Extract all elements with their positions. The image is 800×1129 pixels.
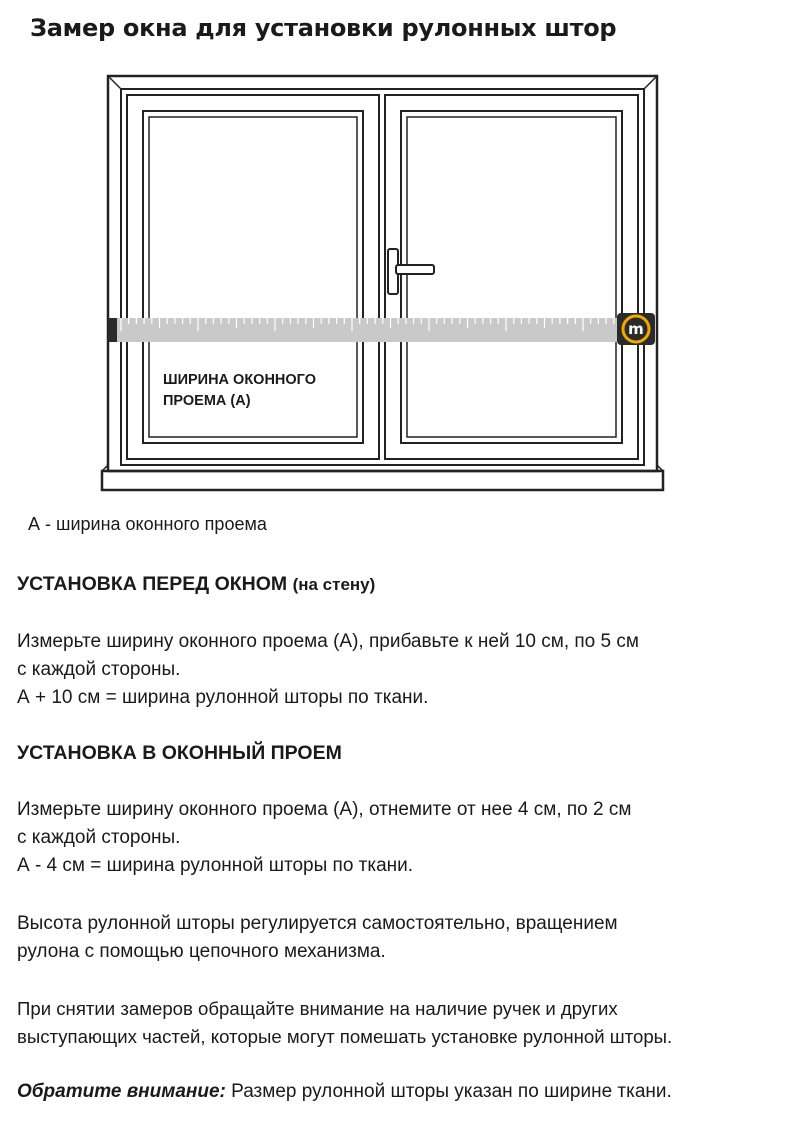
window-frame-icon (102, 76, 663, 490)
heading-text: УСТАНОВКА ПЕРЕД ОКНОМ (17, 573, 288, 595)
heading-note: (на стену) (292, 575, 376, 594)
text-line: выступающих частей, которые могут помешать установке рулонной шторы. (17, 1026, 673, 1047)
note-text: Размер рулонной шторы указан по ширине ткани. (225, 1081, 672, 1102)
diagram-label-line1: ШИРИНА ОКОННОГО (163, 372, 316, 388)
tape-logo-icon: m (628, 320, 644, 338)
height-paragraph (17, 910, 797, 966)
text-line: с каждой стороны. (17, 659, 181, 680)
figure-caption: А - ширина оконного проема (28, 514, 267, 534)
text-line: Измерьте ширину оконного проема (А), отнемите от нее 4 см, по 2 см (17, 799, 632, 820)
section2-text (17, 796, 797, 880)
measuring-tape-icon (108, 313, 655, 345)
formula-line: А - 4 см = ширина рулонной шторы по ткани. (17, 855, 414, 876)
text-line: Измерьте ширину оконного проема (А), прибавьте к ней 10 см, по 5 см (17, 631, 639, 652)
text-line: При снятии замеров обращайте внимание на наличие ручек и других (17, 998, 618, 1019)
text-line: рулона с помощью цепочного механизма. (17, 941, 386, 962)
text-line: с каждой стороны. (17, 827, 181, 848)
measure-paragraph (17, 995, 797, 1051)
page-title: Замер окна для установки рулонных штор (30, 14, 617, 42)
heading-text: УСТАНОВКА В ОКОННЫЙ ПРОЕМ (17, 742, 342, 764)
diagram-label-line2: ПРОЕМА (А) (163, 393, 251, 409)
section-heading-in-opening (17, 742, 342, 765)
note-paragraph (17, 1078, 797, 1106)
window-diagram (0, 0, 800, 510)
section-heading-wall-mount (17, 573, 375, 596)
window-handle-icon (388, 249, 434, 294)
note-label: Обратите внимание: (17, 1081, 226, 1102)
formula-line: А + 10 см = ширина рулонной шторы по ткани. (17, 687, 429, 708)
section1-text (17, 628, 797, 712)
text-line: Высота рулонной шторы регулируется самостоятельно, вращением (17, 913, 618, 934)
diagram-label (163, 370, 316, 412)
